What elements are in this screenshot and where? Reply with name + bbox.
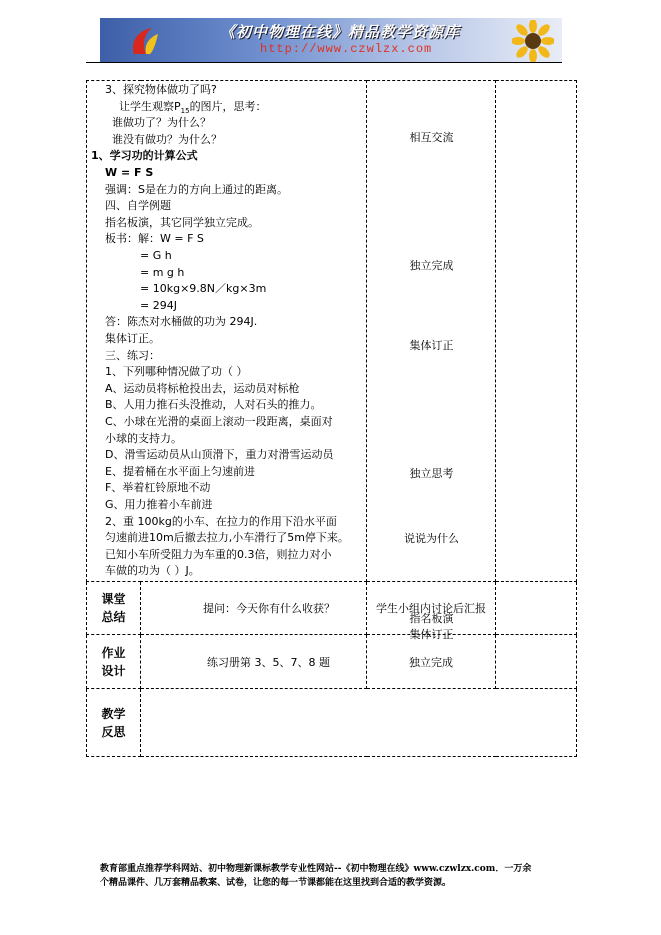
content-line: W = F S	[105, 166, 154, 179]
content-line: 集体订正。	[105, 332, 160, 345]
content-line: 四、自学例题	[105, 199, 171, 213]
activity-label: 指名板演	[409, 611, 454, 625]
content-line: 让学生观察$P_{15}$的图片，思考：	[119, 99, 267, 115]
reflection-body	[141, 689, 577, 757]
reflection-label: 教学 反思	[87, 689, 141, 757]
activity-label: 相互交流	[409, 131, 454, 145]
activity-label: 集体订正	[409, 627, 454, 641]
homework-label: 作业 设计	[87, 635, 141, 689]
homework-activity: 独立完成	[367, 635, 496, 689]
header-banner	[100, 18, 562, 62]
activity-label: 说说为什么	[404, 531, 459, 545]
content-line: 答：陈杰对水桶做的功为 294J.	[105, 315, 258, 329]
sunflower-icon	[512, 20, 554, 62]
content-line: 3、探究物体做功了吗?	[105, 83, 217, 96]
content-line: 谁做功了？为什么？	[112, 116, 211, 130]
content-line: A、运动员将标枪投出去，运动员对标枪	[105, 381, 300, 395]
content-line: G、用力推着小车前进	[105, 498, 213, 511]
activity-label: 独立思考	[409, 467, 454, 481]
content-line: 强调：S是在力的方向上通过的距离。	[105, 182, 288, 196]
page-footer	[100, 862, 570, 890]
content-line: B、人用力推石头没推动，人对石头的推力。	[105, 398, 322, 412]
banner-url[interactable]: http://www.czwlzx.com	[260, 42, 433, 56]
summary-label: 课堂 总结	[87, 582, 141, 635]
content-line: = m g h	[140, 265, 185, 279]
content-line: 小球的支持力。	[105, 431, 182, 445]
teaching-process-row	[87, 81, 577, 582]
content-line: 指名板演，其它同学独立完成。	[105, 215, 259, 229]
teaching-content	[87, 81, 366, 581]
reflection-row	[87, 689, 577, 757]
homework-row	[87, 635, 577, 689]
content-line: 板书：解：W = F S	[105, 232, 204, 246]
content-line: 车做的功为（ ）J。	[105, 564, 200, 578]
summary-row	[87, 582, 577, 635]
content-line: 1、下列哪种情况做了功（ ）	[105, 365, 248, 379]
content-line: F、举着杠铃原地不动	[105, 481, 211, 495]
homework-blank	[496, 635, 577, 689]
banner-title: 《初中物理在线》精品教学资源库	[220, 23, 461, 41]
activity-label: 独立完成	[409, 259, 454, 273]
header-rule	[86, 62, 562, 63]
content-line: 三、练习：	[105, 348, 160, 362]
summary-blank	[496, 582, 577, 635]
content-line: 已知小车所受阻力为车重的0.3倍，则拉力对小	[105, 547, 332, 561]
content-line: = 294J	[140, 298, 177, 312]
blank-cell	[496, 81, 577, 582]
content-line: = 10kg×9.8N／kg×3m	[140, 282, 267, 296]
site-logo-icon	[128, 24, 162, 58]
content-line: 匀速前进10m后撤去拉力,小车滑行了5m停下来。	[105, 531, 349, 545]
lesson-plan-table	[86, 80, 577, 757]
homework-body: 练习册第 3、5、7、8 题	[141, 635, 367, 689]
summary-body: 提问：今天你有什么收获？	[141, 582, 367, 635]
content-line: 谁没有做功？为什么？	[112, 132, 222, 146]
activity-label: 集体订正	[409, 339, 454, 353]
content-line: D、滑雪运动员从山顶滑下，重力对滑雪运动员	[105, 448, 334, 462]
content-line: 2、重 100kg的小车、在拉力的作用下沿水平面	[105, 514, 337, 528]
content-line: C、小球在光滑的桌面上滚动一段距离，桌面对	[105, 415, 333, 428]
footer-line-2: 个精品课件、几万套精品教案、试卷，让您的每一节课都能在这里找到合适的教学资源。	[100, 878, 452, 888]
summary-activity: 学生小组内讨论后汇报	[367, 582, 496, 635]
content-line: 1、学习功的计算公式	[91, 149, 198, 163]
content-line: = G h	[140, 249, 172, 262]
teaching-content-cell	[87, 81, 367, 582]
content-line: E、提着桶在水平面上匀速前进	[105, 464, 255, 478]
footer-line-1: 教育部重点推荐学科网站、初中物理新课标教学专业性网站--《初中物理在线》www.czwlzx.com．一万余	[100, 864, 532, 874]
